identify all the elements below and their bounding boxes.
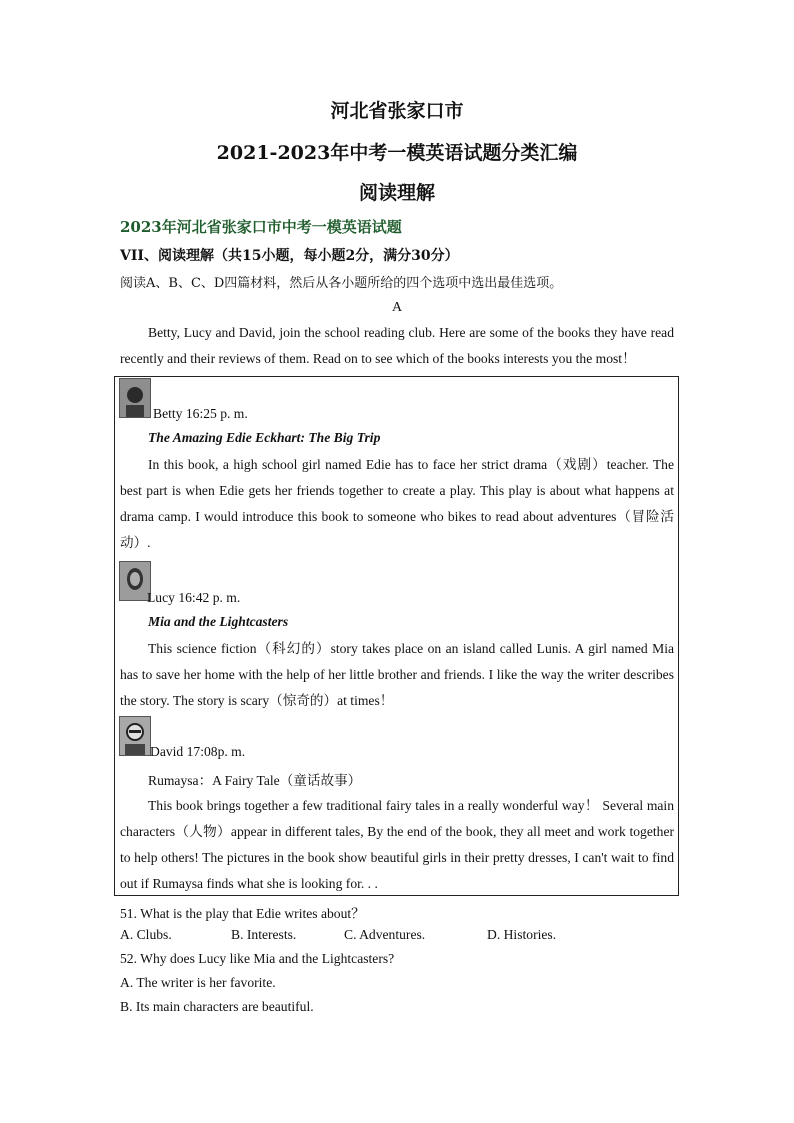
- q52-option-b: B. Its main characters are beautiful.: [120, 999, 314, 1014]
- question-52: 52. Why does Lucy like Mia and the Lightcasters?: [120, 951, 395, 966]
- review-meta-lucy: Lucy 16:42 p. m.: [147, 590, 241, 605]
- betty-avatar: [119, 378, 151, 418]
- review-text-david: This book brings together a few traditional fairy tales in a really wonderful way！ Several main characters（人物）appear in different tales, By the end of the book, they all meet and work together to help others! The pictures in the book show beautiful girls in their pretty dresses, I can't wait to find out if Rumaysa finds what she is looking for. . .: [120, 798, 674, 891]
- q51-option-d: D. Histories.: [487, 927, 557, 942]
- review-text-betty: In this book, a high school girl named Edie has to face her strict drama（戏剧）teacher. The best part is when Edie gets her friends together to create a play. This play is about what happens at drama camp. I would introduce this book to someone who bikes to read about adventures（冒险活动）.: [120, 457, 674, 550]
- q51-option-c: C. Adventures.: [344, 927, 426, 942]
- section-heading: VII、阅读理解（共15小题，每小题2分，满分30分）: [120, 248, 459, 264]
- book-title-mia: Mia and the Lightcasters: [148, 614, 289, 629]
- q51-option-b: B. Interests.: [231, 927, 297, 942]
- book-title-edie: The Amazing Edie Eckhart: The Big Trip: [148, 430, 381, 445]
- q52-option-a: A. The writer is her favorite.: [120, 975, 276, 990]
- exam-title: 2023年河北省张家口市中考一模英语试题: [120, 218, 402, 236]
- intro-paragraph: Betty, Lucy and David, join the school reading club. Here are some of the books they have read recently and their reviews of them. Read on to see which of the books interests you the most！: [120, 325, 674, 366]
- david-avatar: [119, 716, 151, 756]
- q51-option-a: A. Clubs.: [120, 927, 172, 942]
- passage-letter: A: [391, 300, 403, 315]
- review-meta-david: David 17:08p. m.: [150, 744, 246, 759]
- doc-title-topic: 阅读理解: [358, 182, 435, 204]
- doc-title-city: 河北省张家口市: [330, 100, 464, 122]
- question-51: 51. What is the play that Edie writes about？: [120, 906, 365, 921]
- book-title-rumaysa: Rumaysa：A Fairy Tale（童话故事）: [148, 773, 362, 788]
- review-text-lucy: This science fiction（科幻的）story takes place on an island called Lunis. A girl named Mia has to save her home with the help of her little brother and friends. I like the way the writer describes the story. The story is scary（惊奇的）at times！: [120, 641, 674, 708]
- section-instruction: 阅读A、B、C、D四篇材料，然后从各小题所给的四个选项中选出最佳选项。: [120, 276, 563, 291]
- review-meta-betty: Betty 16:25 p. m.: [153, 406, 248, 421]
- doc-title-series: 2021-2023年中考一模英语试题分类汇编: [216, 142, 578, 164]
